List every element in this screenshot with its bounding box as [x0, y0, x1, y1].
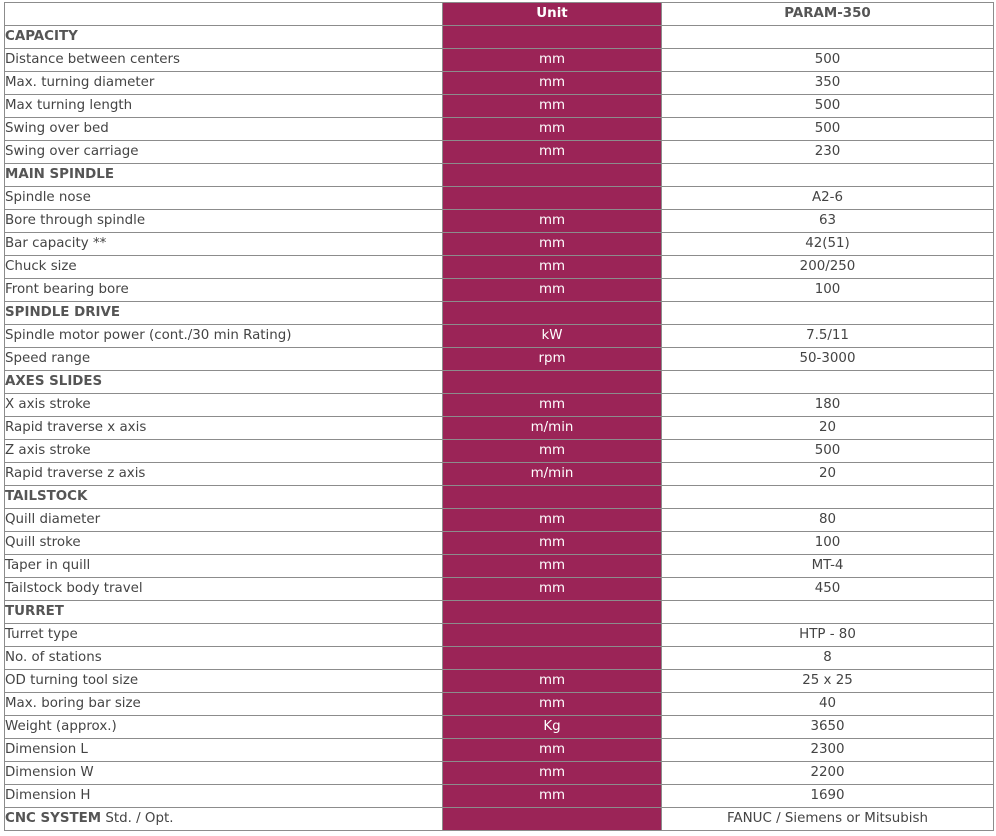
unit-cell: mm	[443, 394, 662, 417]
unit-cell: mm	[443, 49, 662, 72]
parameter-label: X axis stroke	[5, 394, 443, 417]
unit-cell: kW	[443, 325, 662, 348]
unit-cell: mm	[443, 785, 662, 808]
table-row	[5, 555, 994, 578]
table-row	[5, 509, 994, 532]
parameter-label: Front bearing bore	[5, 279, 443, 302]
value-cell: 7.5/11	[662, 325, 994, 348]
section-header-row	[5, 371, 994, 394]
parameter-label: Max. boring bar size	[5, 693, 443, 716]
table-row	[5, 417, 994, 440]
table-row	[5, 716, 994, 739]
section-title: TAILSTOCK	[5, 486, 443, 509]
parameter-label: Quill diameter	[5, 509, 443, 532]
table-row	[5, 141, 994, 164]
unit-cell: mm	[443, 256, 662, 279]
table-header-row	[5, 3, 994, 26]
header-unit: Unit	[443, 3, 662, 26]
table-row	[5, 578, 994, 601]
table-row	[5, 256, 994, 279]
unit-cell: mm	[443, 440, 662, 463]
value-cell: 500	[662, 440, 994, 463]
section-title: SPINDLE DRIVE	[5, 302, 443, 325]
section-header-row	[5, 486, 994, 509]
unit-cell: mm	[443, 233, 662, 256]
unit-cell: mm	[443, 532, 662, 555]
unit-cell: m/min	[443, 417, 662, 440]
table-row	[5, 187, 994, 210]
parameter-label: Distance between centers	[5, 49, 443, 72]
value-cell: 20	[662, 463, 994, 486]
parameter-label: Speed range	[5, 348, 443, 371]
section-header-row	[5, 302, 994, 325]
value-cell: 20	[662, 417, 994, 440]
table-row	[5, 440, 994, 463]
table-row	[5, 95, 994, 118]
value-cell: MT-4	[662, 555, 994, 578]
table-row	[5, 118, 994, 141]
table-row	[5, 532, 994, 555]
parameter-label: Turret type	[5, 624, 443, 647]
parameter-label: No. of stations	[5, 647, 443, 670]
cnc-unit	[443, 808, 662, 831]
parameter-label: Taper in quill	[5, 555, 443, 578]
section-title: TURRET	[5, 601, 443, 624]
table-body	[5, 26, 994, 808]
parameter-label: Quill stroke	[5, 532, 443, 555]
parameter-label: Dimension H	[5, 785, 443, 808]
header-model: PARAM-350	[662, 3, 994, 26]
unit-cell: rpm	[443, 348, 662, 371]
parameter-label: Dimension W	[5, 762, 443, 785]
section-title: CAPACITY	[5, 26, 443, 49]
parameter-label: Swing over bed	[5, 118, 443, 141]
parameter-label: Rapid traverse z axis	[5, 463, 443, 486]
table-row	[5, 624, 994, 647]
parameter-label: Chuck size	[5, 256, 443, 279]
value-cell: 200/250	[662, 256, 994, 279]
unit-cell	[443, 601, 662, 624]
unit-cell: mm	[443, 693, 662, 716]
cnc-label-rest: Std. / Opt.	[101, 811, 174, 826]
table-row	[5, 785, 994, 808]
value-cell: 180	[662, 394, 994, 417]
parameter-label: Bore through spindle	[5, 210, 443, 233]
parameter-label: Weight (approx.)	[5, 716, 443, 739]
section-header-row	[5, 26, 994, 49]
unit-cell: mm	[443, 555, 662, 578]
unit-cell	[443, 647, 662, 670]
unit-cell	[443, 371, 662, 394]
table-row	[5, 739, 994, 762]
value-cell: 40	[662, 693, 994, 716]
value-cell: 8	[662, 647, 994, 670]
unit-cell: mm	[443, 72, 662, 95]
section-header-row	[5, 164, 994, 187]
value-cell: A2-6	[662, 187, 994, 210]
unit-cell: mm	[443, 670, 662, 693]
value-cell: HTP - 80	[662, 624, 994, 647]
parameter-label: Bar capacity **	[5, 233, 443, 256]
parameter-label: Swing over carriage	[5, 141, 443, 164]
cnc-value: FANUC / Siemens or Mitsubish	[662, 808, 994, 831]
value-cell	[662, 26, 994, 49]
value-cell: 80	[662, 509, 994, 532]
table-row	[5, 49, 994, 72]
value-cell: 500	[662, 118, 994, 141]
unit-cell: mm	[443, 509, 662, 532]
table-row	[5, 72, 994, 95]
spec-table	[4, 2, 994, 831]
value-cell: 500	[662, 95, 994, 118]
header-parameter	[5, 3, 443, 26]
section-title: AXES SLIDES	[5, 371, 443, 394]
table-row	[5, 348, 994, 371]
value-cell	[662, 486, 994, 509]
unit-cell: mm	[443, 210, 662, 233]
section-title: MAIN SPINDLE	[5, 164, 443, 187]
parameter-label: Dimension L	[5, 739, 443, 762]
unit-cell: Kg	[443, 716, 662, 739]
unit-cell	[443, 302, 662, 325]
value-cell: 500	[662, 49, 994, 72]
unit-cell: mm	[443, 95, 662, 118]
table-row	[5, 647, 994, 670]
value-cell: 50-3000	[662, 348, 994, 371]
parameter-label: Max. turning diameter	[5, 72, 443, 95]
value-cell	[662, 371, 994, 394]
parameter-label: Tailstock body travel	[5, 578, 443, 601]
unit-cell	[443, 26, 662, 49]
unit-cell	[443, 187, 662, 210]
unit-cell	[443, 164, 662, 187]
value-cell	[662, 302, 994, 325]
unit-cell	[443, 624, 662, 647]
cnc-label-bold: CNC SYSTEM	[5, 811, 102, 826]
unit-cell: m/min	[443, 463, 662, 486]
unit-cell: mm	[443, 578, 662, 601]
parameter-label: Z axis stroke	[5, 440, 443, 463]
table-row	[5, 233, 994, 256]
table-row-cnc-system	[5, 808, 994, 831]
unit-cell	[443, 486, 662, 509]
parameter-label: Spindle nose	[5, 187, 443, 210]
table-row	[5, 279, 994, 302]
value-cell: 1690	[662, 785, 994, 808]
table-row	[5, 762, 994, 785]
value-cell: 450	[662, 578, 994, 601]
table-row	[5, 325, 994, 348]
value-cell: 42(51)	[662, 233, 994, 256]
table-row	[5, 693, 994, 716]
value-cell: 63	[662, 210, 994, 233]
unit-cell: mm	[443, 118, 662, 141]
value-cell	[662, 601, 994, 624]
parameter-label: Rapid traverse x axis	[5, 417, 443, 440]
section-header-row	[5, 601, 994, 624]
value-cell: 100	[662, 532, 994, 555]
value-cell: 25 x 25	[662, 670, 994, 693]
value-cell: 3650	[662, 716, 994, 739]
value-cell	[662, 164, 994, 187]
unit-cell: mm	[443, 141, 662, 164]
unit-cell: mm	[443, 762, 662, 785]
parameter-label: Spindle motor power (cont./30 min Rating)	[5, 325, 443, 348]
table-row	[5, 210, 994, 233]
table-row	[5, 670, 994, 693]
value-cell: 2300	[662, 739, 994, 762]
value-cell: 230	[662, 141, 994, 164]
table-row	[5, 394, 994, 417]
value-cell: 2200	[662, 762, 994, 785]
cnc-label	[5, 808, 443, 831]
value-cell: 100	[662, 279, 994, 302]
parameter-label: OD turning tool size	[5, 670, 443, 693]
parameter-label: Max turning length	[5, 95, 443, 118]
table-row	[5, 463, 994, 486]
unit-cell: mm	[443, 279, 662, 302]
value-cell: 350	[662, 72, 994, 95]
unit-cell: mm	[443, 739, 662, 762]
